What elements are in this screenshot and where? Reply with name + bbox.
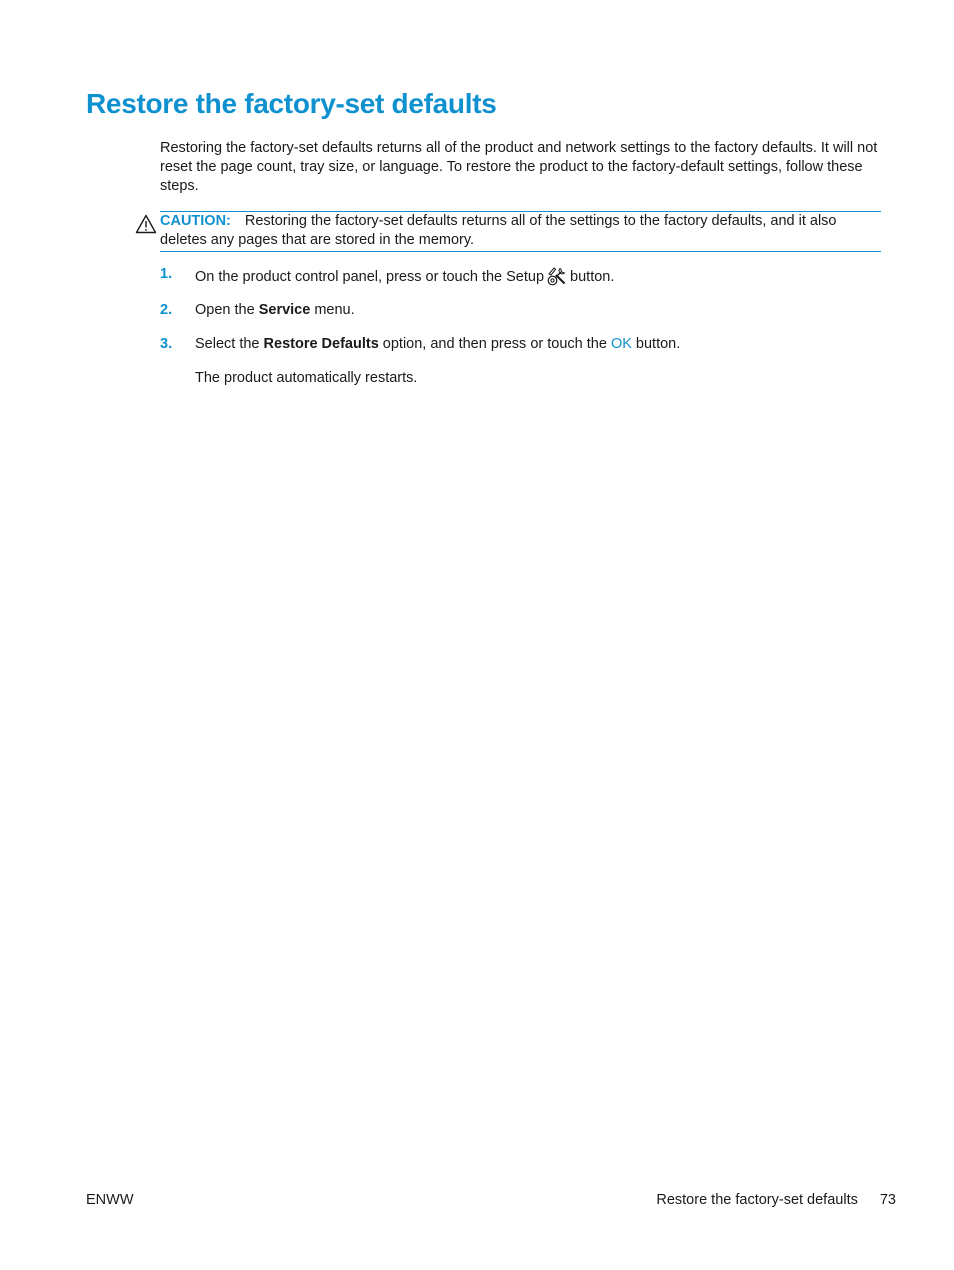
step-text <box>195 265 614 287</box>
footer-section-title: Restore the factory-set defaults <box>656 1192 858 1208</box>
step-text-after: menu. <box>314 302 355 318</box>
step-text-before: On the product control panel, press or touch the Setup <box>195 269 545 285</box>
step-text-after: button. <box>635 336 681 352</box>
setup-wrench-icon <box>546 265 568 287</box>
step-text-after: button. <box>570 269 615 285</box>
page-title: Restore the factory-set defaults <box>86 88 497 119</box>
step-text-before: Select the <box>195 336 260 352</box>
step-number: 3. <box>160 336 173 352</box>
step-text <box>195 335 680 354</box>
service-menu-name: Service <box>258 302 311 318</box>
step-result: The product automatically restarts. <box>195 370 418 386</box>
warning-triangle-icon <box>135 214 157 234</box>
step-number: 2. <box>160 302 173 318</box>
caution-label: CAUTION: <box>160 213 231 229</box>
step-text <box>195 301 355 320</box>
step-number: 1. <box>160 266 173 282</box>
caution-box <box>160 211 881 252</box>
footer-right <box>656 1192 896 1208</box>
ok-button-name: OK <box>610 336 632 352</box>
caution-text: Restoring the factory-set defaults returns all of the settings to the factory defaults, and it also deletes any pages that are stored in the memory. <box>160 213 837 248</box>
restore-defaults-option: Restore Defaults <box>263 336 379 352</box>
step-text-before: Open the <box>195 302 255 318</box>
footer-left: ENWW <box>86 1192 134 1208</box>
step-text-middle: option, and then press or touch the <box>382 336 607 352</box>
intro-paragraph: Restoring the factory-set defaults returns all of the product and network settings to the factory defaults. It will not reset the page count, tray size, or language. To restore the product to the factory-default settings, follow these steps. <box>160 140 878 194</box>
page-number: 73 <box>879 1192 896 1208</box>
